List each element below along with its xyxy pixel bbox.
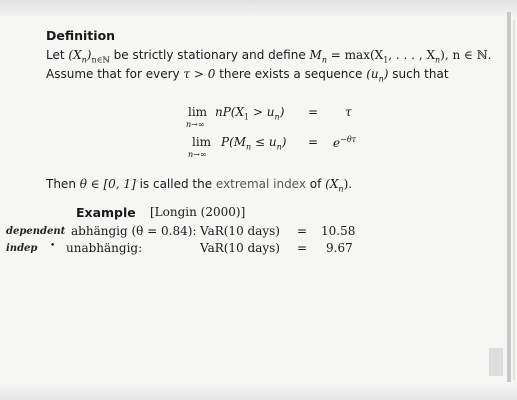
conclusion-theta: θ ∈ [0, 1] <box>79 177 136 191</box>
equation-1-equals: = <box>308 105 319 119</box>
line1-seq: $(X_n)_{n\in ℕ}$ <box>68 48 110 65</box>
conclusion-xn: $(X_n)$. <box>325 177 353 194</box>
scan-right-edge-inner <box>513 20 515 380</box>
example-row-2-measure: VaR(10 days) <box>200 241 280 255</box>
example-row-1-equals: = <box>297 224 308 238</box>
equation-1-lim-sub: n→∞ <box>186 120 205 129</box>
example-row-1-measure: VaR(10 days) <box>200 224 280 238</box>
example-row-2-value: 9.67 <box>326 241 353 255</box>
equation-2-rhs: $e^{-\theta\tau}$ <box>333 135 357 150</box>
equation-1-lhs: $nP(X_1 > u_n)$ <box>215 105 285 122</box>
conclusion-prefix: Then <box>46 177 80 191</box>
line2-un: $(u_n)$ <box>366 67 389 84</box>
example-reference: [Longin (2000)] <box>150 205 246 219</box>
line2-prefix: Assume that for every <box>46 67 184 81</box>
equation-2-equals: = <box>308 135 319 149</box>
bullet-icon: • <box>50 241 56 251</box>
example-row-1-value: 10.58 <box>321 224 356 238</box>
example-row-2-label: unabhängig: <box>66 241 143 255</box>
scan-bottom-edge <box>0 382 517 400</box>
scan-corner-mark <box>489 348 503 376</box>
definition-line-2 <box>46 67 449 83</box>
line2-tau: τ > 0 <box>183 67 216 81</box>
equation-1-lim: lim <box>188 105 208 119</box>
equation-2-lim-sub: n→∞ <box>188 150 207 159</box>
line2-mid: there exists a sequence <box>215 67 367 81</box>
line2-end: such that <box>388 67 449 81</box>
equation-1-rhs: τ <box>345 105 352 119</box>
equation-2-lhs: $P(M_n \le u_n)$ <box>221 135 287 152</box>
example-row-2-equals: = <box>297 241 308 255</box>
scan-right-edge <box>507 12 511 382</box>
scan-top-edge <box>0 0 517 16</box>
line1-prefix: Let <box>46 48 69 62</box>
handwritten-annotation-dependent: dependent <box>6 226 66 237</box>
extremal-index-term: extremal index <box>215 177 306 191</box>
equation-2-lim: lim <box>192 135 212 149</box>
conclusion-mid: is called the <box>135 177 216 191</box>
conclusion-suffix: of <box>305 177 326 191</box>
definition-line-1 <box>46 48 491 64</box>
example-heading: Example <box>76 205 136 220</box>
conclusion-line <box>46 177 352 193</box>
line1-mid: be strictly stationary and define <box>109 48 310 62</box>
example-row-1-label: abhängig (θ = 0.84): <box>71 224 197 238</box>
definition-title: Definition <box>46 28 116 43</box>
line1-max-def: $M_n = \max(X_1$, . . . , $X_n$), n ∈ ℕ. <box>309 48 492 65</box>
handwritten-annotation-indep: indep <box>6 243 38 254</box>
